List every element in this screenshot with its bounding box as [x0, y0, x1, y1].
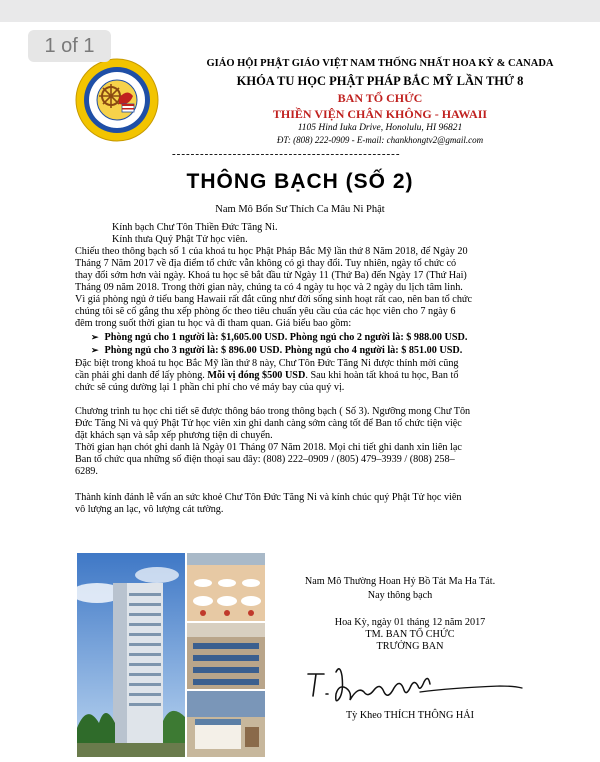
banquet-hall-photo — [187, 553, 265, 621]
role-line: TRƯỞNG BAN — [376, 641, 444, 652]
body-line: Đức Tăng Ni và quý Phật Tử học viên xin ghi danh càng sớm càng tốt để Ban tổ chức tiện việc — [75, 418, 462, 429]
body-text: cần phải ghi danh để lấy phòng. — [75, 370, 208, 381]
fee-emphasis: Mỗi vị đóng $500 USD — [207, 370, 306, 381]
body-text: . Sau khi hoàn tất khoá tu học, Ban tổ — [305, 370, 459, 381]
body-line: chúng tôi sẽ cố gắng thu xếp phòng ốc theo tiêu chuẩn yêu cầu của các học viên cho 7 ngày 6 — [75, 306, 456, 317]
body-line: thay đổi sớm hơn vài ngày. Khoá tu học sẽ bắt đầu từ Ngày 11 (Thứ Ba) đến Ngày 17 (Thứ Hai) — [75, 270, 467, 281]
document-title: THÔNG BẠCH (SỐ 2) — [186, 170, 414, 193]
body-line: Thời gian hạn chót ghi danh là Ngày 01 Tháng 07 Năm 2018. Mọi chi tiết ghi danh xin liên lạc — [75, 442, 462, 453]
body-line: Đặc biệt trong khoá tu học Bắc Mỹ lần thứ 8 này, Chư Tôn Đức Tăng Ni được thỉnh mời cũng — [75, 358, 459, 369]
body-line: Tháng 09 năm 2018. Trong thời gian này, chúng ta có 4 ngày tu học và 2 ngày du lịch tâm linh. — [75, 282, 463, 293]
body-line: Vì giá phòng ngủ ở tiểu bang Hawaii rất đắt cũng như đời sống sinh hoạt rất cao, nên ban tổ chức — [75, 294, 472, 305]
page-indicator: 1 of 1 — [28, 30, 111, 62]
organization-seal-logo — [75, 58, 159, 142]
guest-room-photo — [187, 691, 265, 757]
price-text: Phòng ngủ cho 1 người là: $1,605.00 USD. Phòng ngủ cho 2 người là: $ 988.00 USD. — [104, 332, 468, 343]
body-line: Ban tổ chức qua những số điện thoại sau đây: (808) 222–0909 / (805) 479–3939 / (808) 258– — [75, 454, 455, 465]
body-line: Chương trình tu học chi tiết sẽ được thông báo trong thông bạch ( Số 3). Ngưỡng mong Chư Tôn — [75, 406, 471, 417]
body-line: Thành kính đảnh lễ vấn an sức khoẻ Chư Tôn Đức Tăng Ni và kính chúc quý Phật Tử học viên — [75, 492, 462, 503]
handwritten-signature — [300, 662, 530, 704]
org-name-line: GIÁO HỘI PHẬT GIÁO VIỆT NAM THỐNG NHẤT HOA KỲ & CANADA — [206, 58, 554, 69]
document-page — [0, 22, 600, 762]
date-line: Hoa Kỳ, ngày 01 tháng 12 năm 2017 — [334, 617, 486, 628]
monastery-name-line: THIỀN VIỆN CHÂN KHÔNG - HAWAII — [272, 107, 488, 121]
body-line: chức sẽ cúng dường lại 1 phần chi phí cho vé máy bay của quý vị. — [75, 382, 345, 393]
meeting-room-photo — [187, 623, 265, 689]
organizing-committee-line: BAN TỔ CHỨC — [337, 91, 423, 105]
signer-name: Tỳ Kheo THÍCH THÔNG HẢI — [345, 710, 475, 721]
price-bullet-1 — [91, 331, 467, 345]
body-line: Tháng 7 Năm 2017 về địa điểm tổ chức vẫn không có gì thay đổi. Tuy nhiên, ngày tổ chức có — [75, 258, 457, 269]
course-title-line: KHÓA TU HỌC PHẬT PHÁP BẮC MỸ LẦN THỨ 8 — [236, 74, 524, 88]
body-line: đặt khách sạn và sắp xếp phương tiện di chuyển. — [75, 430, 273, 441]
body-line — [75, 370, 458, 383]
contact-line: ĐT: (808) 222-0909 - E-mail: chankhongtv2@gmail.com — [276, 135, 484, 145]
arrow-bullet-icon: ➢ — [91, 345, 99, 355]
salutation-laity: Kính thưa Quý Phật Tử học viên. — [112, 234, 248, 245]
invocation-line: Nam Mô Bổn Sư Thích Ca Mâu Ni Phật — [215, 204, 385, 215]
hotel-tower-photo — [77, 553, 185, 757]
arrow-bullet-icon: ➢ — [91, 332, 99, 342]
organization-line: TM. BAN TỔ CHỨC — [365, 629, 455, 640]
closing-announcement: Nay thông bạch — [367, 590, 433, 601]
salutation-monastics: Kính bạch Chư Tôn Thiền Đức Tăng Ni. — [112, 222, 278, 233]
price-bullet-2 — [91, 344, 462, 358]
closing-invocation: Nam Mô Thường Hoan Hỷ Bồ Tát Ma Ha Tát. — [304, 576, 496, 587]
body-line: đêm trong suốt thời gian tu học và đi tham quan. Giá biểu bao gồm: — [75, 318, 352, 329]
hotel-photo-collage — [77, 553, 265, 757]
body-line: 6289. — [75, 466, 98, 477]
body-line: vô lượng an lạc, vô lượng cát tường. — [75, 504, 224, 515]
address-line: 1105 Hind Iuka Drive, Honolulu, HI 96821 — [297, 123, 463, 133]
body-line: Chiếu theo thông bạch số 1 của khoá tu học Phật Pháp Bắc Mỹ lần thứ 8 Năm 2018, để Ngày 20 — [75, 246, 468, 257]
price-text: Phòng ngủ cho 3 người là: $ 896.00 USD. Phòng ngủ cho 4 người là: $ 851.00 USD. — [104, 345, 463, 356]
header-divider: ------------------------------------------------- — [172, 148, 401, 160]
